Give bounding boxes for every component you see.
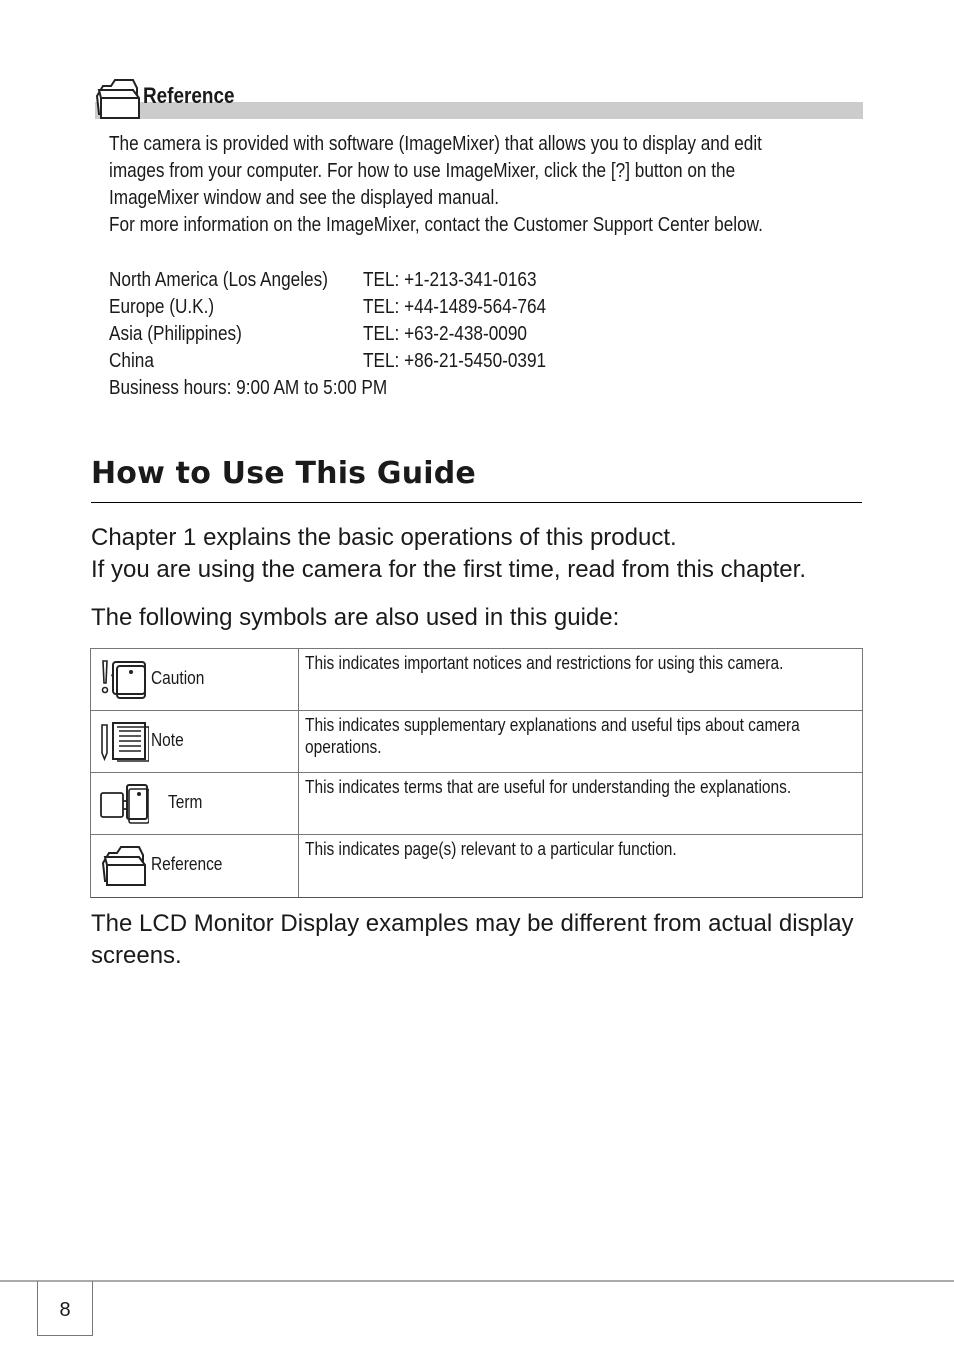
table-row xyxy=(91,835,863,898)
description-line: This indicates important notices and restrictions for using this camera. xyxy=(305,653,784,673)
intro-line: If you are using the camera for the first time, read from this chapter. xyxy=(91,556,806,583)
contact-list xyxy=(109,267,869,375)
symbol-description xyxy=(305,652,787,674)
contact-row xyxy=(109,294,869,321)
reference-line: images from your computer. For how to use ImageMixer, click the [?] button on the xyxy=(109,160,736,182)
symbol-description xyxy=(305,776,792,798)
reference-title: Reference xyxy=(143,83,235,108)
term-icon xyxy=(99,781,149,825)
symbol-label: Reference xyxy=(151,854,223,874)
table-row xyxy=(91,711,863,773)
symbols-intro: The following symbols are also used in this guide: xyxy=(91,604,620,631)
footer-rule xyxy=(0,1280,954,1282)
lcd-note: The LCD Monitor Display examples may be different from actual display screens. xyxy=(91,910,854,969)
table-row xyxy=(91,773,863,835)
symbol-cell xyxy=(91,649,299,710)
symbol-cell xyxy=(91,773,299,834)
description-line: This indicates terms that are useful for understanding the explanations. xyxy=(305,777,792,797)
contact-row xyxy=(109,321,869,348)
contact-row xyxy=(109,267,869,294)
symbol-cell xyxy=(91,835,299,897)
symbol-description xyxy=(305,714,800,758)
intro-paragraph xyxy=(91,522,806,586)
section-title: How to Use This Guide xyxy=(91,456,476,491)
business-hours: Business hours: 9:00 AM to 5:00 PM xyxy=(109,377,388,399)
reference-line: The camera is provided with software (ImageMixer) that allows you to display and edit xyxy=(109,133,762,155)
contact-region: Asia (Philippines) xyxy=(109,323,242,345)
caution-icon xyxy=(99,657,149,701)
contact-region: North America (Los Angeles) xyxy=(109,269,328,291)
symbol-description-cell xyxy=(299,711,863,772)
reference-line: ImageMixer window and see the displayed manual. xyxy=(109,187,500,209)
symbol-cell xyxy=(91,711,299,772)
contact-region: China xyxy=(109,350,154,372)
reference-icon xyxy=(93,76,143,120)
symbol-description-cell xyxy=(299,835,863,897)
reference-line: For more information on the ImageMixer, contact the Customer Support Center below. xyxy=(109,214,763,236)
page-number: 8 xyxy=(59,1299,71,1321)
symbol-description-cell xyxy=(299,649,863,710)
contact-tel: TEL: +1-213-341-0163 xyxy=(363,269,537,291)
contact-tel: TEL: +63-2-438-0090 xyxy=(363,323,527,345)
contact-tel: TEL: +44-1489-564-764 xyxy=(363,296,547,318)
contact-tel: TEL: +86-21-5450-0391 xyxy=(363,350,547,372)
contact-row xyxy=(109,348,869,375)
description-line: This indicates page(s) relevant to a particular function. xyxy=(305,839,677,859)
contact-region: Europe (U.K.) xyxy=(109,296,215,318)
description-line: operations. xyxy=(305,737,382,757)
reference-icon xyxy=(99,843,149,887)
intro-line: Chapter 1 explains the basic operations of this product. xyxy=(91,524,677,551)
symbol-label: Caution xyxy=(151,668,205,688)
description-line: This indicates supplementary explanations and useful tips about camera xyxy=(305,715,800,735)
table-row xyxy=(91,649,863,711)
page-number-box xyxy=(37,1281,93,1336)
note-icon xyxy=(99,719,149,763)
symbol-label: Term xyxy=(168,792,203,812)
symbol-description-cell xyxy=(299,773,863,834)
reference-header xyxy=(93,76,863,120)
reference-body xyxy=(109,131,869,402)
symbol-label: Note xyxy=(151,730,184,750)
symbol-description xyxy=(305,838,787,860)
symbols-table xyxy=(90,648,863,898)
section-divider xyxy=(91,502,862,503)
